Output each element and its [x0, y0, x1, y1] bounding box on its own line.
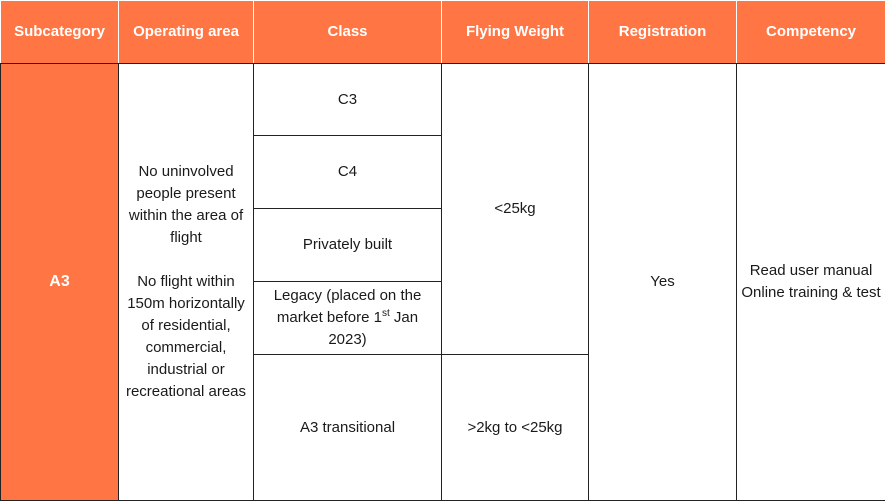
header-competency: Competency	[737, 1, 885, 64]
header-subcategory: Subcategory	[1, 1, 119, 64]
competency-cell	[737, 64, 885, 501]
class-transitional-cell: A3 transitional	[254, 355, 442, 501]
legacy-superscript: st	[382, 308, 390, 319]
weight-range-cell: >2kg to <25kg	[442, 355, 589, 501]
competency-line-1: Read user manual	[741, 260, 881, 282]
operating-area-line-2: No flight within 150m horizontally of residential, commercial, industrial or recreational areas	[123, 271, 249, 403]
class-legacy-cell	[254, 282, 442, 355]
registration-cell: Yes	[589, 64, 737, 501]
header-class: Class	[254, 1, 442, 64]
header-registration: Registration	[589, 1, 737, 64]
header-flying-weight: Flying Weight	[442, 1, 589, 64]
operating-area-cell	[119, 64, 254, 501]
class-c3-cell: C3	[254, 64, 442, 136]
subcategory-cell: A3	[1, 64, 119, 501]
table-row	[1, 64, 885, 136]
operating-area-line-1: No uninvolved people present within the area of flight	[123, 161, 249, 249]
header-operating-area: Operating area	[119, 1, 254, 64]
weight-under-25-cell: <25kg	[442, 64, 589, 355]
table-body	[1, 64, 885, 501]
competency-line-2: Online training & test	[741, 282, 881, 304]
class-c4-cell: C4	[254, 136, 442, 209]
class-private-cell: Privately built	[254, 209, 442, 282]
spacer	[123, 249, 249, 271]
legacy-text-a: Legacy (placed on the market before 1	[274, 287, 422, 326]
table-header	[1, 1, 885, 64]
legacy-text-b: Jan 2023)	[328, 309, 418, 348]
